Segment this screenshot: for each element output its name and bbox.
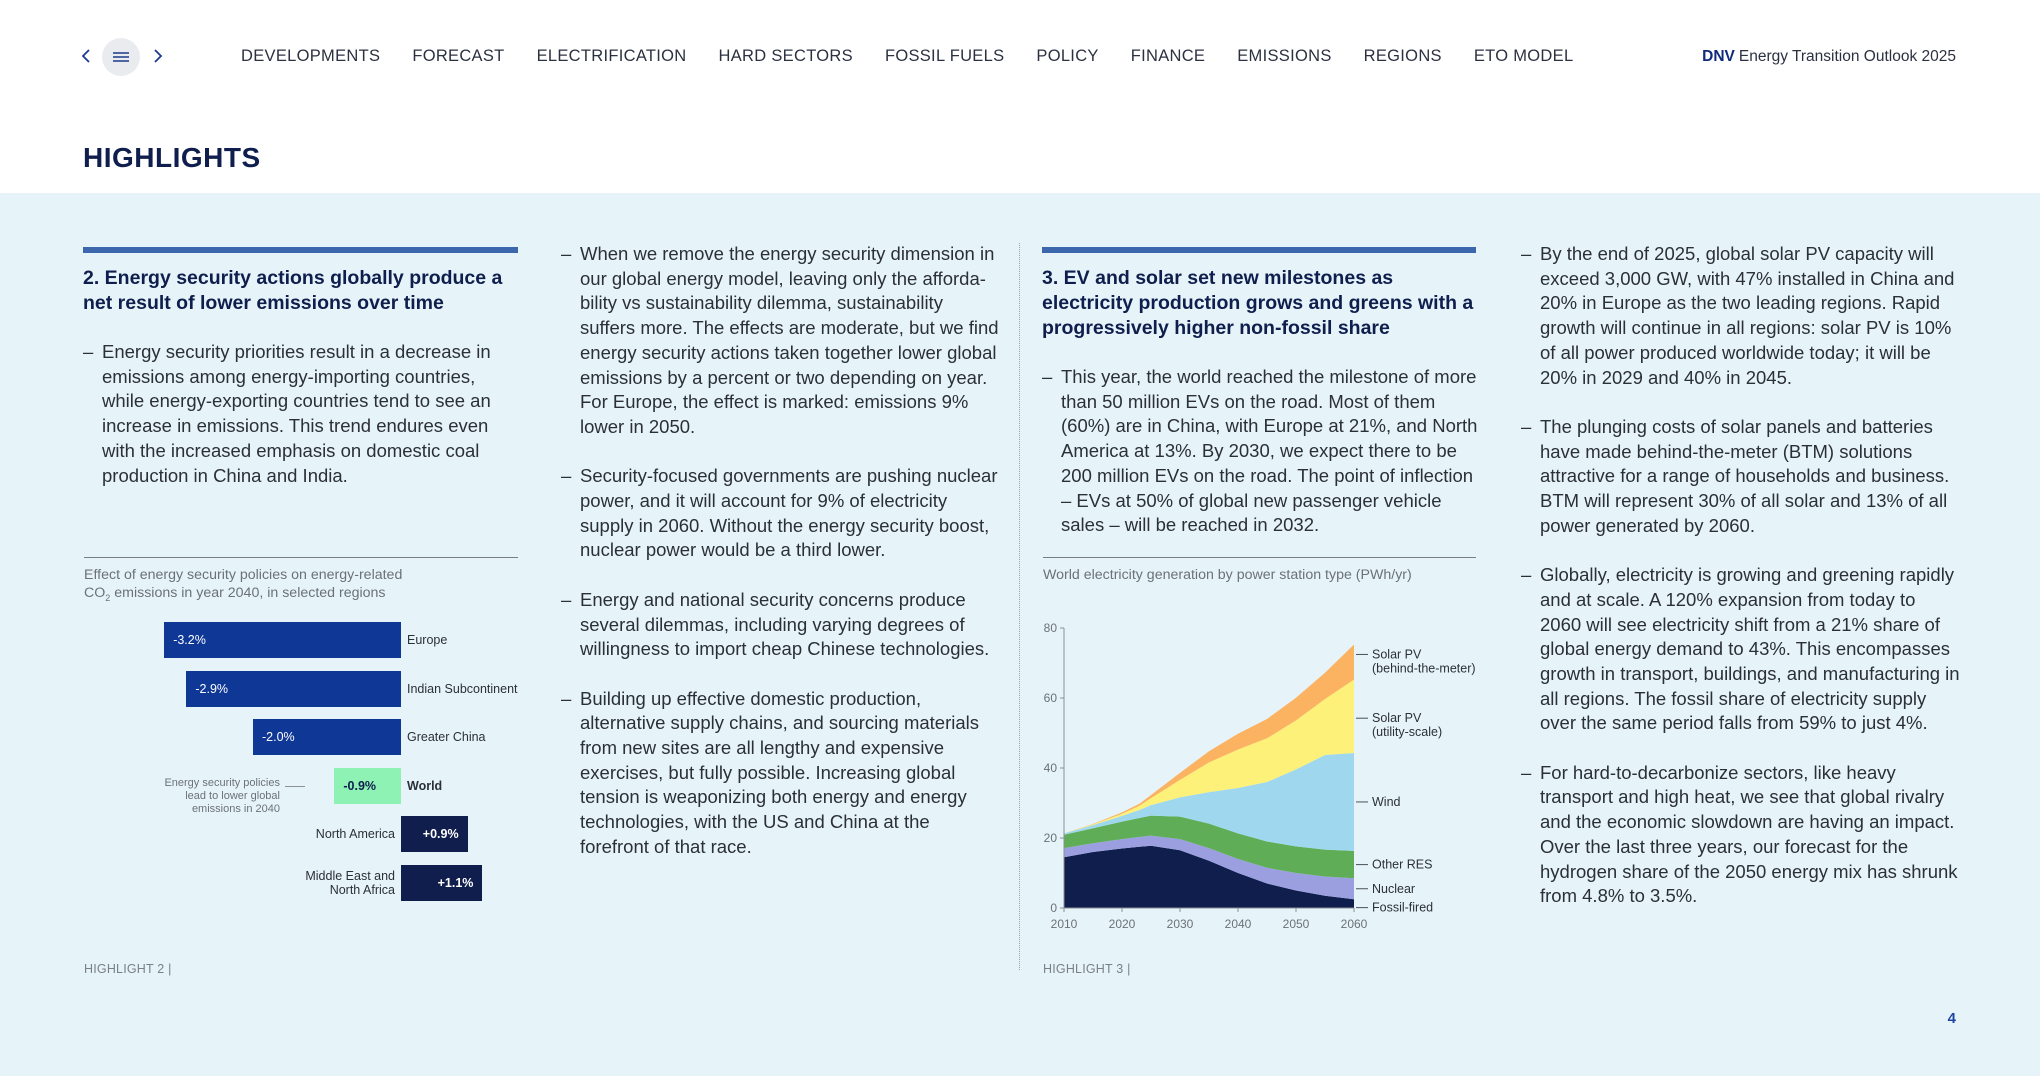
nav-emissions[interactable]: EMISSIONS	[1237, 47, 1332, 65]
x-tick-label: 2030	[1166, 917, 1194, 931]
list-item: – Energy and national security concerns produce several dilemmas, including varying degrees of willingness to import cheap Chinese technologies.	[561, 588, 1001, 662]
series-label: Nuclear	[1372, 881, 1416, 896]
x-tick-label: 2060	[1340, 917, 1368, 931]
bar-europe	[164, 622, 401, 658]
bar-north-america	[401, 816, 468, 852]
list-item: – Energy security priorities result in a decrease in emissions among energy-importing countries, while energy-exporting countries tend to see an increase in emissions. This trend endures even with the increased emphasis on domestic coal production in China and India.	[83, 340, 503, 488]
series-label: Solar PV	[1372, 647, 1422, 662]
bar-value-label: -3.2%	[173, 633, 206, 647]
list-item: – Security-focused governments are pushing nuclear power, and it will account for 9% of electricity supply in 2060. Without the energy security boost, nuclear power would be a third lower.	[561, 464, 1001, 563]
electricity-generation-area-chart	[1042, 612, 1502, 942]
bar-indian-subcontinent	[186, 671, 401, 707]
bar-greater-china	[253, 719, 401, 755]
section-nav-links	[241, 47, 1605, 66]
x-tick-label: 2040	[1224, 917, 1252, 931]
bar-category-label: Greater China	[407, 730, 486, 745]
menu-button[interactable]	[102, 38, 140, 76]
nav-regions[interactable]: REGIONS	[1363, 47, 1442, 65]
bar-middle-east-and-north-africa	[401, 865, 482, 901]
bar-category-label: World	[407, 778, 443, 793]
highlight-3-footer: HIGHLIGHT 3 |	[1043, 962, 1131, 976]
brand-publication: Energy Transition Outlook 2025	[1738, 48, 1956, 65]
list-item: – By the end of 2025, global solar PV capacity will exceed 3,000 GW, with 47% installed in China and 20% in Europe as the two leading regions. Rapid growth will continue in all regions: solar PV is 10% of all power produced worldwide today; it will be 20% in 2029 and 40% in 2045.	[1521, 242, 1961, 390]
highlight-3-heading: 3. EV and solar set new milestones as electricity production grows and greens with a progressively higher non-fossil share	[1042, 267, 1474, 339]
bar-value-label: +1.1%	[437, 876, 474, 890]
bar-world	[334, 768, 401, 804]
y-tick-label: 20	[1043, 831, 1057, 845]
caption-line-2: $CO_2$ emissions in year 2040, in selected regions	[84, 585, 386, 603]
highlight-2-heading: 2. Energy security actions globally produce a net result of lower emissions over time	[83, 267, 503, 314]
hamburger-menu-icon	[111, 50, 131, 64]
highlight-3-details-bullets	[1521, 242, 1961, 934]
nav-eto-model[interactable]: ETO MODEL	[1473, 47, 1574, 65]
series-label-sub: (behind-the-meter)	[1372, 661, 1476, 676]
emissions-effect-bar-chart	[83, 622, 523, 912]
x-tick-label: 2010	[1050, 917, 1078, 931]
series-label: Wind	[1372, 794, 1401, 809]
page-number: 4	[1947, 1010, 1956, 1027]
y-tick-label: 0	[1050, 901, 1057, 915]
list-item: – For hard-to-decarbonize sectors, like heavy transport and high heat, we see that global rivalry and the economic slowdown are having an impact. Over the last three years, our forecast for the hydrogen share of the 2050 energy mix has shrunk from 4.8% to 3.5%.	[1521, 761, 1961, 909]
caption-line-1: Effect of energy security policies on energy-related	[84, 567, 403, 583]
series-label: Solar PV	[1372, 711, 1422, 726]
series-label: Other RES	[1372, 857, 1433, 872]
y-tick-label: 80	[1043, 621, 1057, 635]
bar-category-label: Middle East and North Africa	[305, 869, 395, 897]
x-tick-label: 2020	[1108, 917, 1136, 931]
area-chart-caption: World electricity generation by power station type (PWh/yr)	[1043, 567, 1412, 583]
next-page-arrow-icon[interactable]	[148, 44, 166, 68]
bar-value-label: -2.9%	[195, 681, 229, 696]
nav-fossil-fuels[interactable]: FOSSIL FUELS	[884, 47, 1005, 65]
section-accent-bar	[1042, 247, 1476, 253]
annotation-connector	[285, 786, 305, 787]
column-divider	[1019, 243, 1020, 970]
series-label: Fossil-fired	[1372, 900, 1434, 915]
list-item: – When we remove the energy security dimension in our global energy model, leaving only the afforda-bility vs sustainability dilemma, sustainability suffers more. The effects are moderate, but we find energy security actions taken together lower global emissions by a percent or two depending on year. For Europe, the effect is marked: emissions 9% lower in 2050.	[561, 242, 1001, 440]
section-accent-bar	[83, 247, 518, 253]
nav-electrification[interactable]: ELECTRIFICATION	[536, 47, 687, 65]
highlight-2-footer: HIGHLIGHT 2 |	[84, 962, 172, 976]
list-item: – The plunging costs of solar panels and batteries have made behind-the-meter (BTM) solutions attractive for a range of households and business. BTM will represent 30% of all solar and 13% of all power generated by 2060.	[1521, 415, 1961, 539]
world-annotation: Energy security policies lead to lower global emissions in 2040	[164, 777, 280, 815]
highlight-2-details-bullets	[561, 242, 1001, 884]
area-chart-svg	[1042, 612, 1502, 942]
brand-title	[1702, 48, 1956, 66]
page-title: HIGHLIGHTS	[83, 142, 261, 173]
list-item: – Building up effective domestic production, alternative supply chains, and sourcing materials from new sites are all lengthy and expensive exercises, but fully possible. Increasing global tension is weaponizing both energy and energy technologies, with the US and China at the forefront of that race.	[561, 687, 1001, 860]
bar-chart-caption	[84, 566, 524, 607]
nav-developments[interactable]: DEVELOPMENTS	[241, 47, 381, 65]
series-label-sub: (utility-scale)	[1372, 725, 1443, 740]
bar-value-label: -2.0%	[262, 730, 295, 745]
bar-value-label: +0.9%	[422, 827, 459, 842]
list-item: – This year, the world reached the milestone of more than 50 million EVs on the road. Most of them (60%) are in China, with Europe at 21%, and North America at 13%. By 2030, we expect there to be 200 million EVs on the road. The point of inflection – EVs at 50% of global new passenger vehicle sales – will be reached in 2032.	[1042, 365, 1482, 538]
bar-category-label: Indian Subcontinent	[407, 681, 518, 696]
highlight-2-bullets	[83, 340, 503, 513]
previous-page-arrow-icon[interactable]	[78, 44, 96, 68]
chart-top-rule	[84, 557, 518, 558]
top-navigation-bar	[0, 0, 2040, 115]
nav-hard-sectors[interactable]: HARD SECTORS	[718, 47, 853, 65]
bar-value-label: -0.9%	[343, 778, 377, 793]
y-tick-label: 40	[1043, 761, 1057, 775]
nav-finance[interactable]: FINANCE	[1130, 47, 1206, 65]
bar-category-label: North America	[315, 827, 395, 842]
y-tick-label: 60	[1043, 691, 1057, 705]
chart-top-rule	[1043, 557, 1476, 558]
nav-forecast[interactable]: FORECAST	[412, 47, 505, 65]
x-tick-label: 2050	[1282, 917, 1310, 931]
bar-category-label: Europe	[407, 633, 448, 647]
brand-logo-text: DNV	[1702, 48, 1735, 65]
highlight-3-bullets	[1042, 365, 1482, 563]
list-item: – Globally, electricity is growing and greening rapidly and at scale. A 120% expansion from today to 2060 will see electricity shift from a 21% share of global energy demand to 43%. This encompasses growth in transport, buildings, and manufacturing in all regions. The fossil share of electricity supply over the same period falls from 59% to just 4%.	[1521, 563, 1961, 736]
nav-policy[interactable]: POLICY	[1036, 47, 1099, 65]
